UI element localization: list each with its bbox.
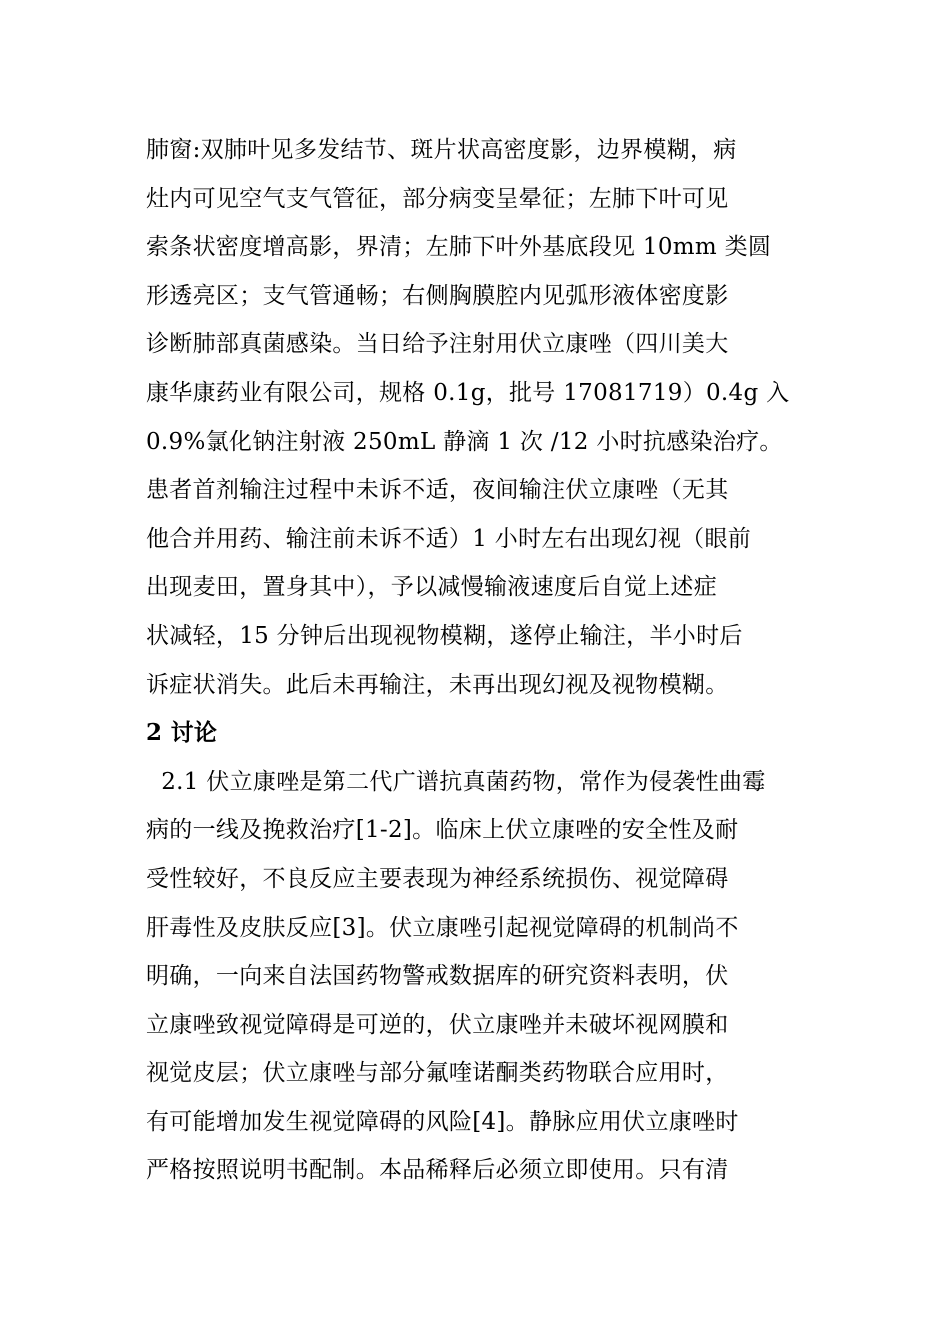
text-line: 索条状密度增高影，界清；左肺下叶外基底段见 10mm 类圆 (146, 234, 772, 261)
text-line: 诉症状消失。此后未再输注，未再出现幻视及视物模糊。 (146, 671, 729, 698)
text-line: 灶内可见空气支气管征，部分病变呈晕征；左肺下叶可见 (146, 185, 729, 212)
text-line: 肺窗:双肺叶见多发结节、斑片状高密度影，边界模糊，病 (146, 137, 737, 163)
text-line: 形透亮区；支气管通畅；右侧胸膜腔内见弧形液体密度影 (146, 282, 729, 309)
text-line: 明确，一向来自法国药物警戒数据库的研究资料表明，伏 (146, 963, 729, 990)
text-line: 他合并用药、输注前未诉不适）1 小时左右出现幻视（眼前 (146, 525, 752, 552)
text-line: 2.1 伏立康唑是第二代广谱抗真菌药物，常作为侵袭性曲霉 (146, 768, 766, 795)
text-line: 肝毒性及皮肤反应[3]。伏立康唑引起视觉障碍的机制尚不 (146, 914, 739, 941)
text-line: 严格按照说明书配制。本品稀释后必须立即使用。只有清 (146, 1157, 729, 1184)
body-text (146, 126, 816, 1195)
text-line: 受性较好，不良反应主要表现为神经系统损伤、视觉障碍 (146, 865, 729, 892)
text-line: 0.9%氯化钠注射液 250mL 静滴 1 次 /12 小时抗感染治疗。 (146, 428, 783, 455)
text-line: 立康唑致视觉障碍是可逆的，伏立康唑并未破坏视网膜和 (146, 1011, 729, 1038)
text-line: 诊断肺部真菌感染。当日给予注射用伏立康唑（四川美大 (146, 331, 729, 358)
text-line: 患者首剂输注过程中未诉不适，夜间输注伏立康唑（无其 (146, 477, 729, 504)
text-line: 视觉皮层；伏立康唑与部分氟喹诺酮类药物联合应用时， (146, 1060, 729, 1087)
text-line: 出现麦田，置身其中），予以减慢输液速度后自觉上述症 (146, 574, 717, 601)
text-line: 病的一线及挽救治疗[1-2]。临床上伏立康唑的安全性及耐 (146, 817, 739, 844)
section-heading: 2 讨论 (146, 719, 218, 747)
text-line: 状减轻，15 分钟后出现视物模糊，遂停止输注，半小时后 (146, 622, 743, 649)
text-line: 有可能增加发生视觉障碍的风险[4]。静脉应用伏立康唑时 (146, 1108, 739, 1135)
text-line: 康华康药业有限公司，规格 0.1g，批号 17081719）0.4g 入 (146, 379, 790, 406)
